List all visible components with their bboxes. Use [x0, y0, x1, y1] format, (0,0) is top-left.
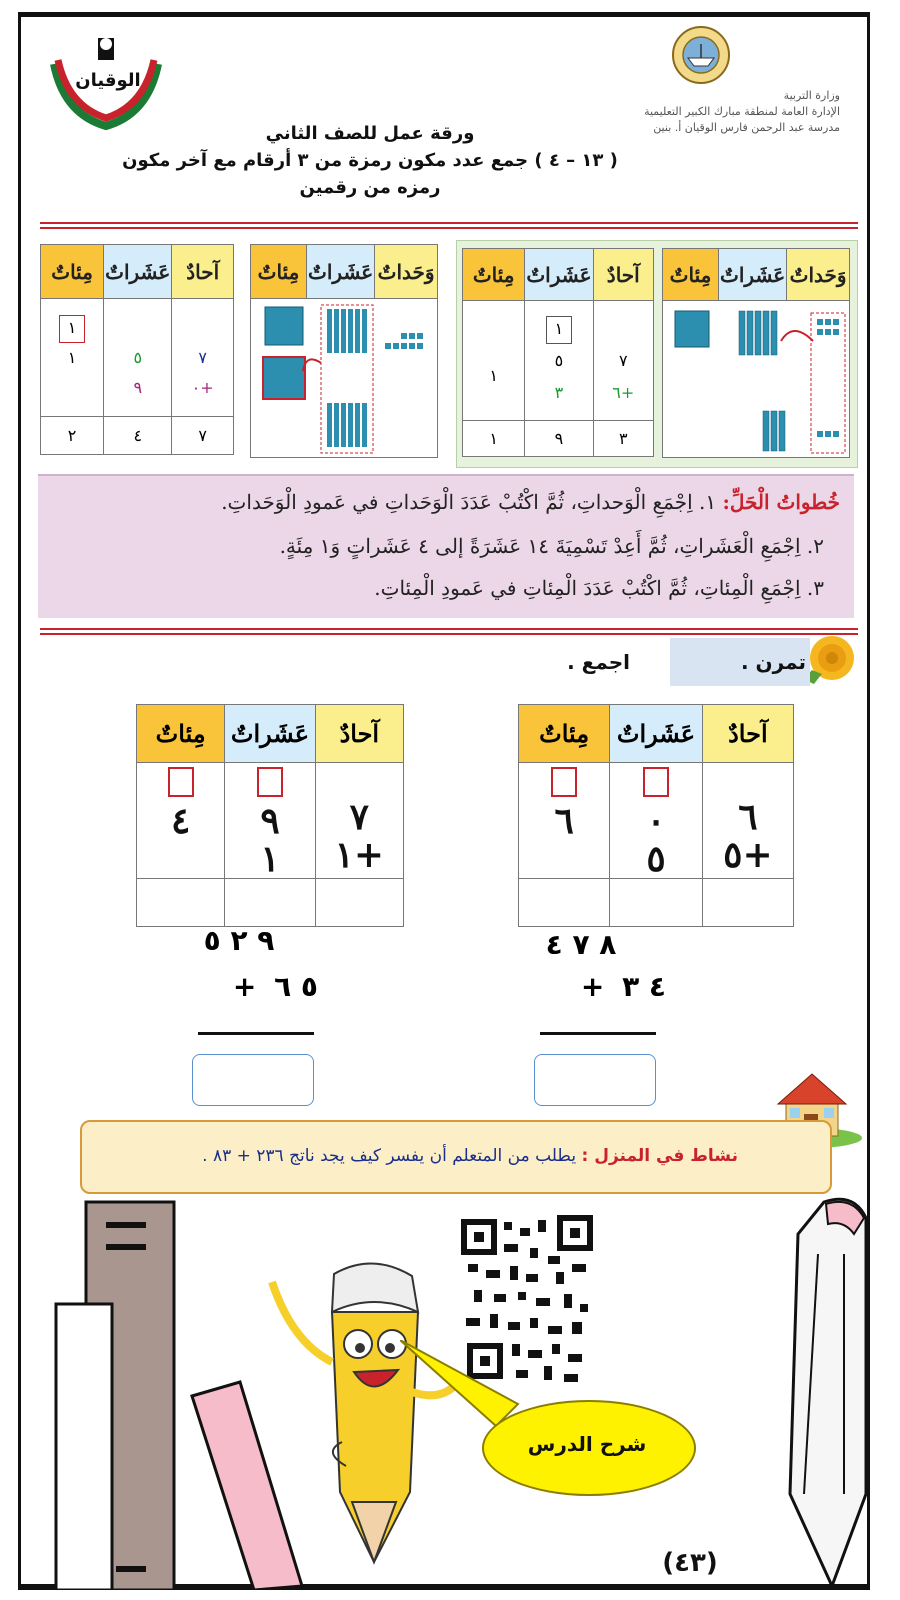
units-heading: وَحَداتٌ: [375, 245, 438, 299]
title-line-2: ( ١٣ – ٤ ) جمع عدد مكون رمزة من ٣ أرقام مع آخر مكون: [122, 150, 618, 171]
carry-box-hundreds[interactable]: [168, 767, 194, 797]
ex2-tens-cell: [104, 299, 172, 417]
header-divider: [40, 222, 858, 224]
pr-answer-tens[interactable]: [610, 879, 702, 927]
ex1-ones-r2: ٦+: [612, 382, 635, 402]
logo-text: الوقيان: [75, 70, 141, 91]
pr-ones-r1: ٦: [738, 796, 758, 838]
worksheet-title: [70, 120, 670, 201]
ex2-tens-r1: ٥: [133, 347, 143, 367]
pr-hundreds-cell: [519, 763, 610, 879]
title-line-3: رمزه من رقمين: [299, 177, 441, 198]
ex1-result-ones: ٣: [593, 421, 653, 457]
ex2-tens-r2: ٩: [133, 377, 143, 397]
plus-sign: +: [232, 970, 257, 1003]
ex2-result-hundreds: ٢: [41, 417, 104, 455]
ex1-ones-r1: ٧: [618, 350, 628, 370]
hundreds-heading: مِئاتٌ: [519, 705, 610, 763]
ex2-ones-r2: ٠+: [191, 377, 214, 397]
example1-table: [462, 248, 654, 457]
pr-answer-ones[interactable]: [702, 879, 793, 927]
ministry-line-2: الإدارة العامة لمنطقة مبارك الكبير التعليمية: [644, 105, 840, 118]
tens-heading: عَشَراتٌ: [525, 249, 593, 301]
pl-answer-tens[interactable]: [225, 879, 315, 927]
example2-blocks-table: [250, 244, 438, 458]
bubble-text: شرح الدرس: [527, 1432, 647, 1456]
solution-steps: [38, 474, 854, 618]
pr-answer-hundreds[interactable]: [519, 879, 610, 927]
step-3: ٣. اِجْمَعِ الْمِئاتِ، ثُمَّ اكْتُبْ عَدَدَ الْمِئاتِ في عَمودِ الْمِئاتِ.: [374, 576, 824, 600]
pl-answer-hundreds[interactable]: [137, 879, 225, 927]
carry-box-hundreds[interactable]: [551, 767, 577, 797]
ex1-result-hundreds: ١: [463, 421, 525, 457]
ex2-hundreds-cell: [41, 299, 104, 417]
practice-label: تمرن .: [741, 650, 806, 674]
pl-tens-r2: ١: [260, 838, 280, 880]
practice-table-right: [518, 704, 794, 927]
step-1-text: ١. اِجْمَعِ الْوَحداتِ، ثُمَّ اكْتُبْ عَدَدَ الْوَحَداتِ في عَمودِ الْوَحَداتِ.: [221, 490, 717, 514]
pr-ones-cell: [702, 763, 793, 879]
practice-table-left: [136, 704, 404, 927]
tens-heading: عَشَراتٌ: [610, 705, 702, 763]
ex1-tens-cell: [525, 301, 593, 421]
steps-divider: [40, 628, 858, 630]
answer-box-right[interactable]: [534, 1054, 656, 1106]
pl-hundreds-cell: [137, 763, 225, 879]
pr-ones-r2: ٥+: [723, 834, 773, 876]
ex1-result-tens: ٩: [525, 421, 593, 457]
ministry-emblem: [668, 24, 734, 86]
ones-heading: آحادٌ: [172, 245, 234, 299]
tens-heading: عَشَراتٌ: [719, 249, 787, 301]
carry-box-tens[interactable]: [257, 767, 283, 797]
sum-line-left: [198, 1032, 314, 1035]
carry-box-tens[interactable]: [643, 767, 669, 797]
page-number: (٤٣): [662, 1548, 718, 1578]
ex1-hundreds-r1: ١: [489, 366, 498, 385]
tens-heading: عَشَراتٌ: [104, 245, 172, 299]
example1-blocks-table: [662, 248, 850, 458]
pr-tens-r2: ٥: [646, 838, 666, 880]
ex1-ones-cell: [593, 301, 653, 421]
ex2-ones-r1: ٧: [198, 347, 207, 367]
tens-heading: عَشَراتٌ: [225, 705, 315, 763]
ex2-ones-cell: [172, 299, 234, 417]
vr-bottom-digits: ٤ ٣: [622, 970, 666, 1003]
base-ten-blocks-2: [251, 299, 438, 458]
pl-ones-r2: ١+: [334, 834, 385, 876]
pl-tens-r1: ٩: [260, 800, 280, 842]
hundreds-heading: مِئاتٌ: [463, 249, 525, 301]
ones-heading: آحادٌ: [702, 705, 793, 763]
vertical-sum-left-bottom: [218, 970, 318, 1003]
pr-tens-r1: ٠: [646, 800, 666, 842]
pl-ones-cell: [315, 763, 403, 879]
ex1-carry: ١: [546, 316, 572, 344]
home-activity-label: نشاط في المنزل :: [581, 1146, 738, 1166]
pl-ones-r1: ٧: [349, 796, 369, 838]
hundreds-heading: مِئاتٌ: [251, 245, 307, 299]
practice-instruction: اجمع .: [567, 650, 630, 674]
hundreds-heading: مِئاتٌ: [663, 249, 719, 301]
tens-heading: عَشَراتٌ: [307, 245, 375, 299]
ministry-line-3: مدرسة عبد الرحمن فارس الوقيان أ. بنين: [653, 121, 840, 134]
sum-line-right: [540, 1032, 656, 1035]
steps-label: خُطواتُ الْحَلِّ:: [722, 490, 840, 514]
pencil-illustration: [784, 1194, 868, 1590]
plus-sign: +: [580, 970, 605, 1003]
ex2-result-ones: ٧: [172, 417, 234, 455]
pr-tens-cell: [610, 763, 702, 879]
vl-bottom-digits: ٥ ٦: [274, 970, 318, 1003]
ex2-carry: ١: [59, 315, 85, 343]
hundreds-heading: مِئاتٌ: [137, 705, 225, 763]
ones-heading: آحادٌ: [593, 249, 653, 301]
base-ten-blocks: [663, 301, 850, 458]
step-2: ٢. اِجْمَعِ الْعَشَراتِ، ثُمَّ أَعِدْ تَسْمِيَةَ ١٤ عَشَرَةً إلى ٤ عَشَراتٍ وَ١ مِئَةٍ.: [279, 534, 824, 558]
ex1-tens-r2: ٣: [554, 382, 564, 402]
ministry-line-1: وزارة التربية: [783, 89, 840, 102]
vertical-sum-right-bottom: [566, 970, 666, 1003]
ex2-hundreds-r1: ١: [67, 347, 77, 367]
ex1-hundreds-cell: [463, 301, 525, 421]
answer-box-left[interactable]: [192, 1054, 314, 1106]
pl-answer-ones[interactable]: [315, 879, 403, 927]
bubble-pointer: [400, 1340, 520, 1430]
ex2-result-tens: ٤: [104, 417, 172, 455]
title-line-1: ورقة عمل للصف الثاني: [265, 123, 475, 144]
home-activity: [202, 1146, 738, 1166]
home-activity-text: يطلب من المتعلم أن يفسر كيف يجد ناتج ٢٣٦ + ٨٣ .: [202, 1146, 577, 1166]
ones-heading: آحادٌ: [315, 705, 403, 763]
school-logo: [44, 34, 168, 134]
ex1-tens-r1: ٥: [554, 350, 564, 370]
home-activity-scroll: [80, 1120, 832, 1194]
example2-table: [40, 244, 234, 455]
vertical-sum-left-top: ٩ ٢ ٥: [203, 924, 275, 957]
hundreds-heading: مِئاتٌ: [41, 245, 104, 299]
pl-tens-cell: [225, 763, 315, 879]
step-1: [221, 490, 840, 514]
vertical-sum-right-top: ٨ ٧ ٤: [545, 928, 617, 961]
pl-hundreds-r1: ٤: [171, 800, 191, 842]
pr-hundreds-r1: ٦: [554, 800, 574, 842]
units-heading: وَحَداتٌ: [787, 249, 850, 301]
